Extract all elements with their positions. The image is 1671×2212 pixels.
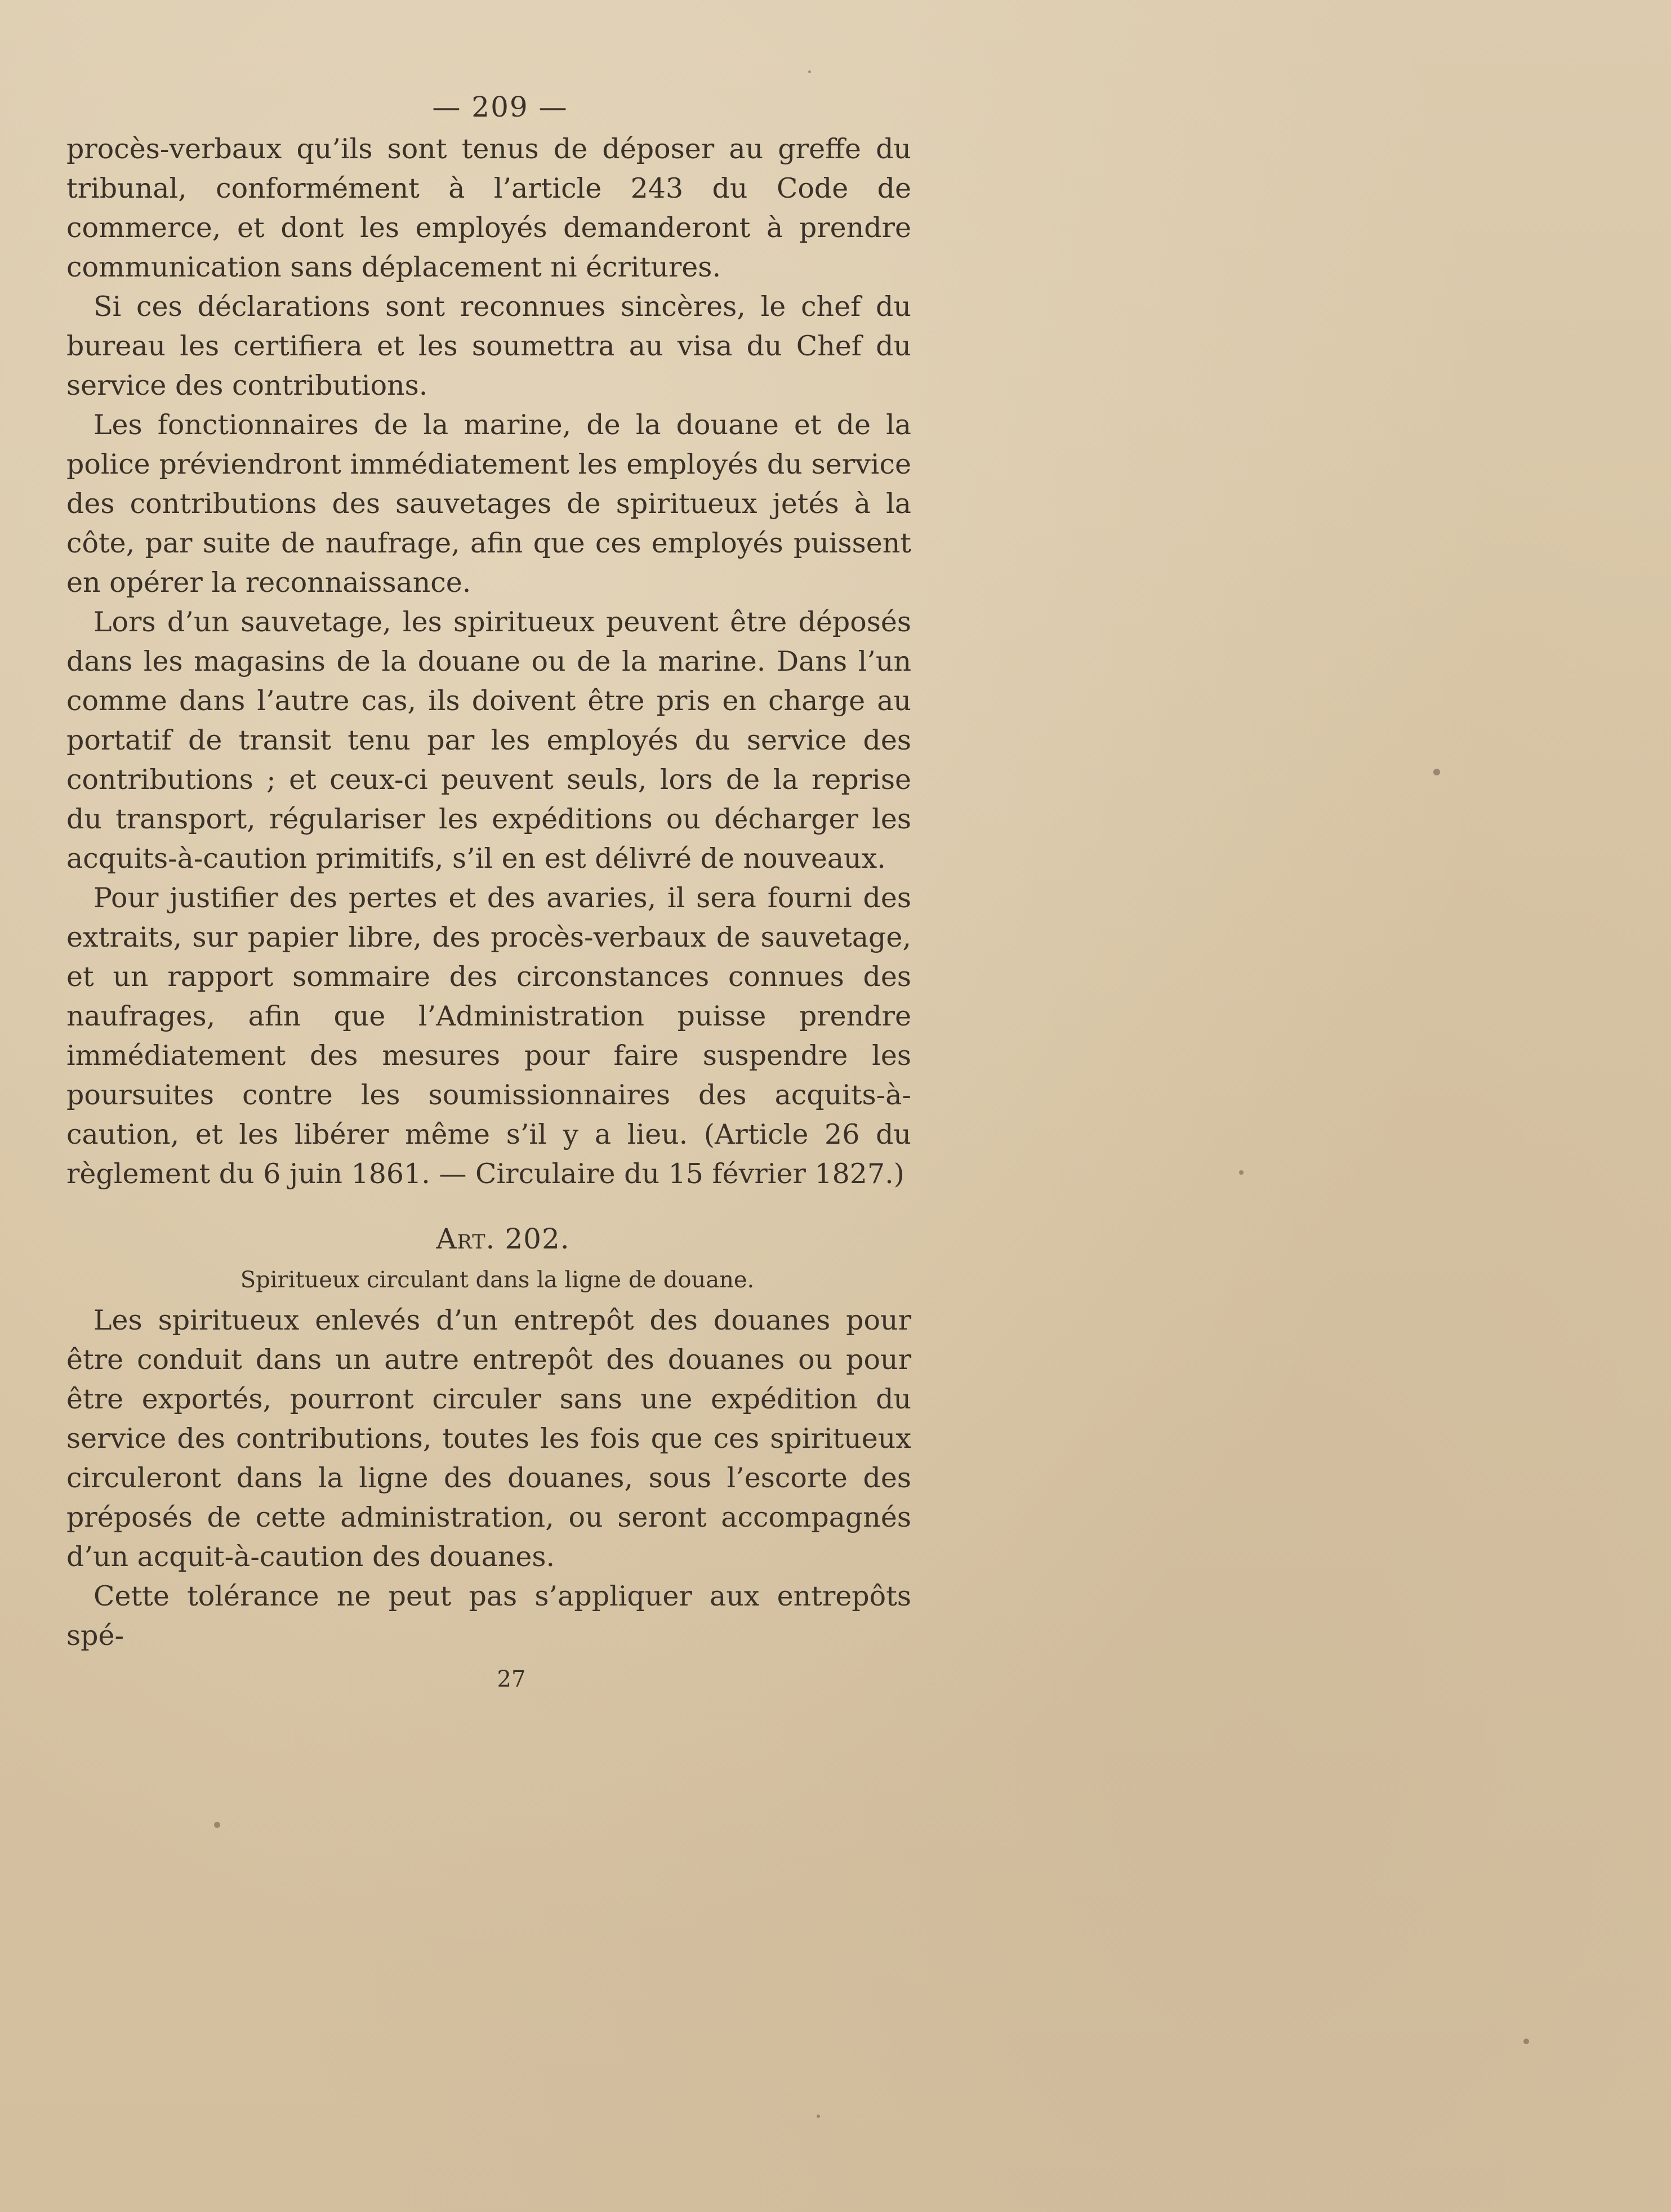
paragraph-continuation: procès-verbaux qu’ils sont tenus de déposer au greffe du tribunal, conformément à l’article 243 du Code de commerce, et dont les employés demanderont à prendre communication sans déplacement ni écritures. [66,133,911,283]
paragraph: Cette tolérance ne peut pas s’appliquer aux entrepôts spé- [66,1580,911,1652]
paper-speck [817,2115,820,2118]
paper-speck [1433,769,1440,775]
text-block [66,84,911,1696]
paragraph: Si ces déclarations sont reconnues sincères, le chef du bureau les certifiera et les soumettra au visa du Chef du service des contributions. [66,291,911,402]
article-heading: Art. 202. [436,1223,570,1255]
article-subtitle: Spiritueux circulant dans la ligne de douane. [240,1267,755,1293]
paper-speck [1239,1170,1244,1175]
paragraph: Lors d’un sauvetage, les spiritueux peuvent être déposés dans les magasins de la douane ou de la marine. Dans l’un comme dans l’autre cas, ils doivent être pris en charge au portatif de transit tenu par les employés du service des contributions ; et ceux-ci peuvent seuls, lors de la reprise du transport, régulariser les expéditions ou décharger les acquits-à-caution primitifs, s’il en est délivré de nouveaux. [66,606,911,875]
signature-mark: 27 [497,1666,526,1692]
paper-speck [214,1822,220,1828]
paper-speck [808,70,811,73]
paragraph: Pour justifier des pertes et des avaries, il sera fourni des extraits, sur papier libre, des procès-verbaux de sauvetage, et un rapport sommaire des circonstances connues des naufrages, afin que l’Administration puisse prendre immédiatement des mesures pour faire suspendre les poursuites contre les soumissionnaires des acquits-à-caution, et les libérer même s’il y a lieu. (Article 26 du règlement du 6 juin 1861. — Circulaire du 15 février 1827.) [66,882,911,1190]
page-number: — 209 — [432,91,568,123]
paragraph: Les spiritueux enlevés d’un entrepôt des douanes pour être conduit dans un autre entrepôt des douanes ou pour être exportés, pourront circuler sans une expédition du service des contributions, toutes les fois que ces spiritueux circuleront dans la ligne des douanes, sous l’escorte des préposés de cette administration, ou seront accompagnés d’un acquit-à-caution des douanes. [66,1304,911,1573]
paper-speck [1523,2039,1529,2044]
paragraph: Les fonctionnaires de la marine, de la douane et de la police préviendront immédiatement les employés du service des contributions des sauvetages de spiritueux jetés à la côte, par suite de naufrage, afin que ces employés puissent en opérer la reconnaissance. [66,409,911,599]
